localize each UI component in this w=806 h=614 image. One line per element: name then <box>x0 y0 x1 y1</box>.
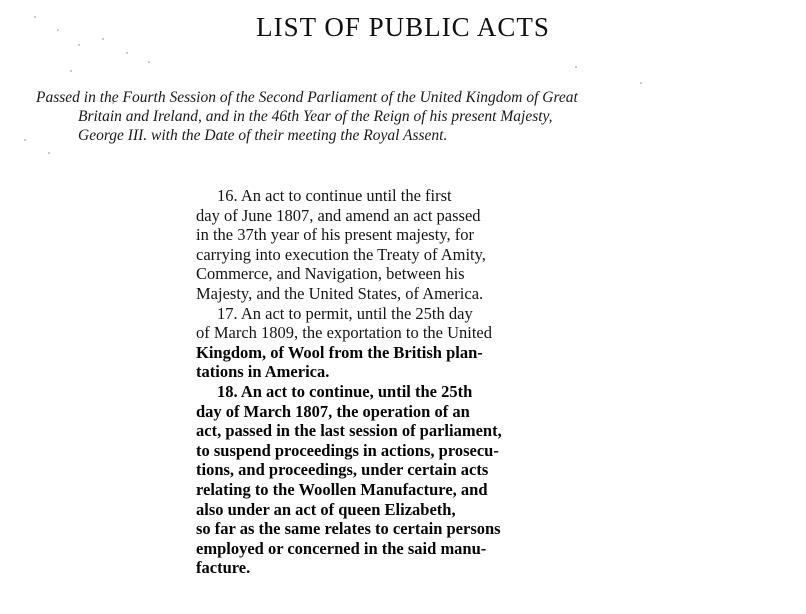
page-speckle <box>78 44 80 46</box>
act-line: 18. An act to continue, until the 25th <box>217 381 473 401</box>
page-speckle <box>126 52 128 54</box>
act-line: 16. An act to continue until the first <box>217 186 452 205</box>
act-line: in the 37th year of his present majesty, for <box>196 225 474 245</box>
subtitle-line: Passed in the Fourth Session of the Second Parliament of the United Kingdom of Great <box>36 89 578 106</box>
act-line: day of June 1807, and amend an act passed <box>196 205 481 225</box>
act-line: day of March 1807, the operation of an <box>196 401 470 421</box>
acts-list <box>196 186 568 578</box>
act-line: 17. An act to permit, until the 25th day <box>217 303 473 323</box>
act-17 <box>196 304 568 382</box>
document-subtitle <box>36 88 780 145</box>
page-speckle <box>148 61 150 63</box>
act-line: to suspend proceedings in actions, prosecu- <box>196 440 499 460</box>
act-line: relating to the Woollen Manufacture, and <box>196 479 488 499</box>
act-line: so far as the same relates to certain persons <box>196 519 501 539</box>
subtitle-line: George III. with the Date of their meeting the Royal Assent. <box>78 127 448 144</box>
subtitle-line: Britain and Ireland, and in the 46th Year of the Reign of his present Majesty, <box>78 108 553 125</box>
act-18 <box>196 382 568 578</box>
act-line: of March 1809, the exportation to the United <box>196 323 493 343</box>
act-line: facture. <box>196 558 251 578</box>
act-line: tations in America. <box>196 362 330 382</box>
page-title: LIST OF PUBLIC ACTS <box>256 12 550 42</box>
act-line: employed or concerned in the said manu- <box>196 538 487 558</box>
page-speckle <box>640 82 642 84</box>
page-speckle <box>575 66 577 68</box>
act-line: act, passed in the last session of parliament, <box>196 421 502 441</box>
page-speckle <box>24 139 26 141</box>
act-line: carrying into execution the Treaty of Amity, <box>196 244 486 264</box>
page-speckle <box>48 152 50 154</box>
act-line: also under an act of queen Elizabeth, <box>196 499 456 519</box>
act-line: Kingdom, of Wool from the British plan- <box>196 342 483 362</box>
act-16 <box>196 186 568 304</box>
act-line: Majesty, and the United States, of America. <box>196 283 484 303</box>
page-speckle <box>70 70 72 72</box>
act-line: tions, and proceedings, under certain acts <box>196 460 489 480</box>
act-line: Commerce, and Navigation, between his <box>196 264 465 284</box>
